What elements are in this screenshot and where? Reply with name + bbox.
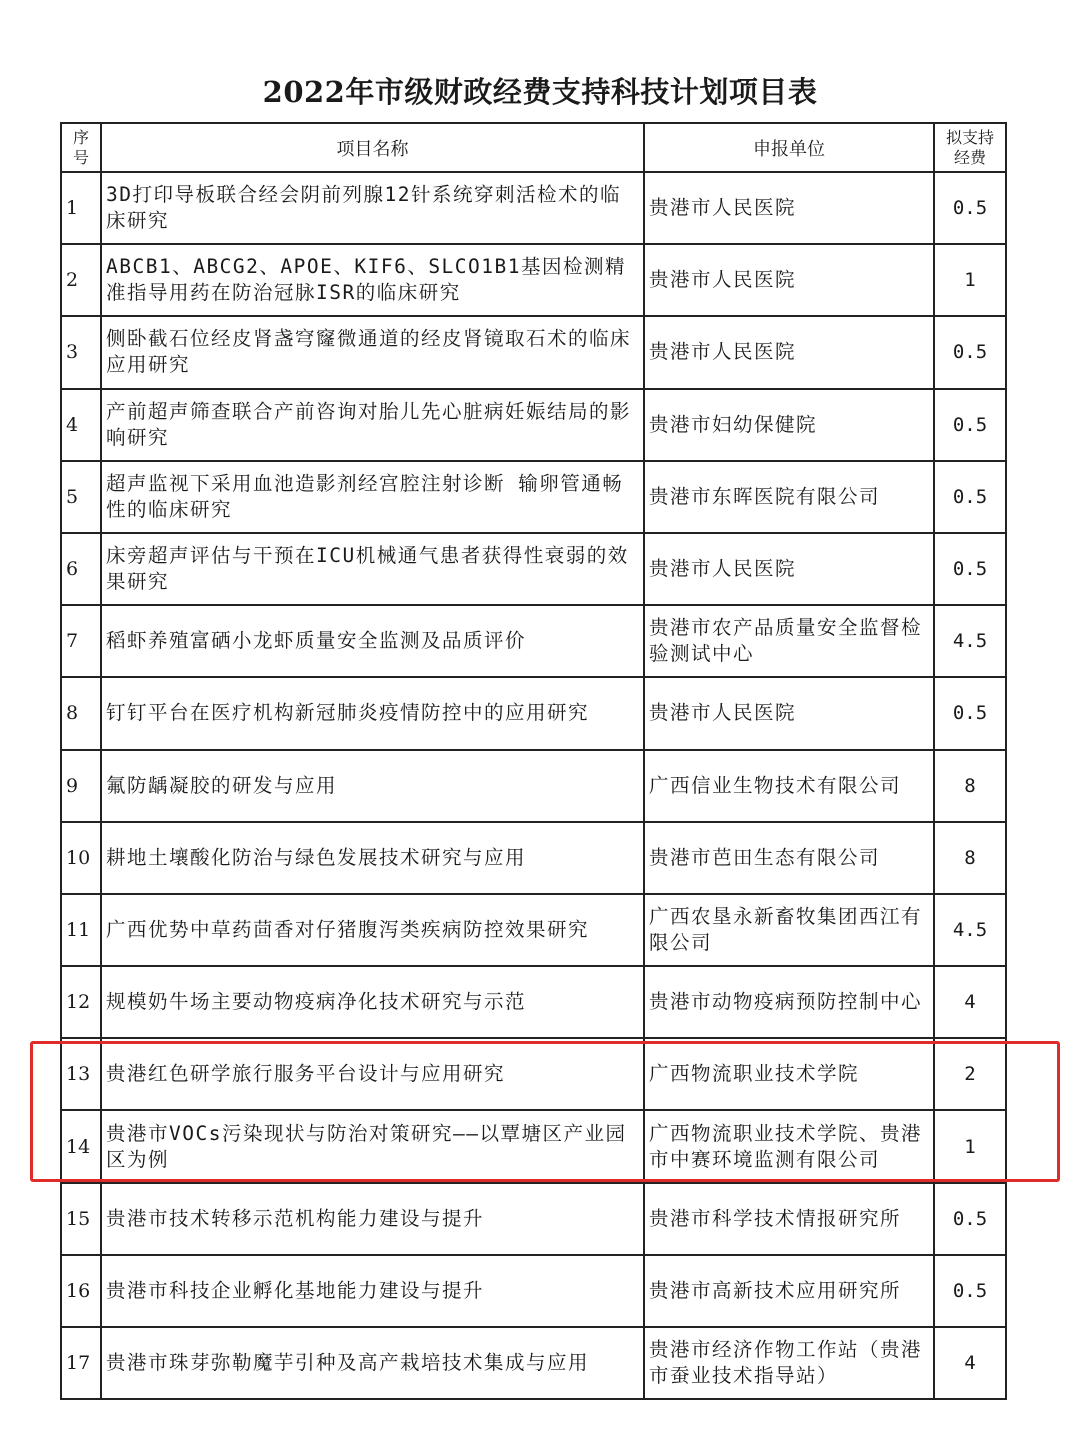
row-number: 11	[61, 894, 101, 966]
table-header-row	[61, 123, 1006, 172]
project-name: ABCB1、ABCG2、APOE、KIF6、SLCO1B1基因检测精准指导用药在防治冠脉ISR的临床研究	[101, 244, 644, 316]
row-number: 8	[61, 677, 101, 749]
row-number: 14	[61, 1110, 101, 1182]
header-project-name: 项目名称	[101, 123, 644, 172]
table-row	[61, 894, 1006, 966]
applicant-unit: 贵港市人民医院	[644, 244, 934, 316]
table-row	[61, 461, 1006, 533]
project-name: 贵港红色研学旅行服务平台设计与应用研究	[101, 1038, 644, 1110]
table-row	[61, 389, 1006, 461]
applicant-unit: 贵港市妇幼保健院	[644, 389, 934, 461]
applicant-unit: 贵港市人民医院	[644, 677, 934, 749]
project-name: 稻虾养殖富硒小龙虾质量安全监测及品质评价	[101, 605, 644, 677]
project-name: 耕地土壤酸化防治与绿色发展技术研究与应用	[101, 822, 644, 894]
row-number: 10	[61, 822, 101, 894]
project-name: 贵港市VOCs污染现状与防治对策研究——以覃塘区产业园区为例	[101, 1110, 644, 1182]
project-table	[60, 122, 1007, 1400]
funding-amount: 0.5	[934, 533, 1006, 605]
funding-amount: 0.5	[934, 172, 1006, 244]
row-number: 17	[61, 1327, 101, 1399]
table-row	[61, 605, 1006, 677]
project-name: 超声监视下采用血池造影剂经宫腔注射诊断 输卵管通畅性的临床研究	[101, 461, 644, 533]
applicant-unit: 广西农垦永新畜牧集团西江有限公司	[644, 894, 934, 966]
row-number: 9	[61, 750, 101, 822]
project-name: 侧卧截石位经皮肾盏穹窿微通道的经皮肾镜取石术的临床应用研究	[101, 316, 644, 388]
project-name: 产前超声筛查联合产前咨询对胎儿先心脏病妊娠结局的影响研究	[101, 389, 644, 461]
funding-amount: 0.5	[934, 461, 1006, 533]
applicant-unit: 贵港市科学技术情报研究所	[644, 1183, 934, 1255]
table-row	[61, 172, 1006, 244]
applicant-unit: 贵港市芭田生态有限公司	[644, 822, 934, 894]
row-number: 13	[61, 1038, 101, 1110]
table-row	[61, 316, 1006, 388]
table-row	[61, 966, 1006, 1038]
table-row	[61, 1110, 1006, 1182]
table-row	[61, 1327, 1006, 1399]
row-number: 5	[61, 461, 101, 533]
header-serial-number: 序号	[61, 123, 101, 172]
funding-amount: 1	[934, 1110, 1006, 1182]
table-row	[61, 1255, 1006, 1327]
project-name: 贵港市珠芽弥勒魔芋引种及高产栽培技术集成与应用	[101, 1327, 644, 1399]
row-number: 3	[61, 316, 101, 388]
project-name: 规模奶牛场主要动物疫病净化技术研究与示范	[101, 966, 644, 1038]
funding-amount: 8	[934, 822, 1006, 894]
row-number: 7	[61, 605, 101, 677]
funding-amount: 4	[934, 966, 1006, 1038]
row-number: 2	[61, 244, 101, 316]
funding-amount: 0.5	[934, 1255, 1006, 1327]
table-row	[61, 533, 1006, 605]
applicant-unit: 贵港市东晖医院有限公司	[644, 461, 934, 533]
table-row	[61, 822, 1006, 894]
header-applicant-unit: 申报单位	[644, 123, 934, 172]
project-name: 贵港市技术转移示范机构能力建设与提升	[101, 1183, 644, 1255]
table-row	[61, 750, 1006, 822]
row-number: 16	[61, 1255, 101, 1327]
row-number: 1	[61, 172, 101, 244]
applicant-unit: 贵港市农产品质量安全监督检验测试中心	[644, 605, 934, 677]
funding-amount: 0.5	[934, 1183, 1006, 1255]
applicant-unit: 广西信业生物技术有限公司	[644, 750, 934, 822]
row-number: 15	[61, 1183, 101, 1255]
project-name: 氟防龋凝胶的研发与应用	[101, 750, 644, 822]
funding-amount: 8	[934, 750, 1006, 822]
project-name: 床旁超声评估与干预在ICU机械通气患者获得性衰弱的效果研究	[101, 533, 644, 605]
applicant-unit: 贵港市动物疫病预防控制中心	[644, 966, 934, 1038]
funding-amount: 4	[934, 1327, 1006, 1399]
row-number: 12	[61, 966, 101, 1038]
project-name: 贵港市科技企业孵化基地能力建设与提升	[101, 1255, 644, 1327]
funding-amount: 0.5	[934, 316, 1006, 388]
applicant-unit: 贵港市高新技术应用研究所	[644, 1255, 934, 1327]
funding-amount: 2	[934, 1038, 1006, 1110]
applicant-unit: 贵港市人民医院	[644, 172, 934, 244]
applicant-unit: 贵港市人民医院	[644, 316, 934, 388]
applicant-unit: 贵港市经济作物工作站（贵港市蚕业技术指导站）	[644, 1327, 934, 1399]
funding-amount: 4.5	[934, 605, 1006, 677]
table-row	[61, 1183, 1006, 1255]
funding-amount: 0.5	[934, 389, 1006, 461]
row-number: 6	[61, 533, 101, 605]
applicant-unit: 广西物流职业技术学院、贵港市中赛环境监测有限公司	[644, 1110, 934, 1182]
applicant-unit: 广西物流职业技术学院	[644, 1038, 934, 1110]
funding-amount: 1	[934, 244, 1006, 316]
header-proposed-funding: 拟支持经费	[934, 123, 1006, 172]
table-row	[61, 244, 1006, 316]
funding-amount: 4.5	[934, 894, 1006, 966]
project-name: 广西优势中草药茴香对仔猪腹泻类疾病防控效果研究	[101, 894, 644, 966]
row-number: 4	[61, 389, 101, 461]
document-title: 2022年市级财政经费支持科技计划项目表	[262, 75, 818, 109]
table-row	[61, 677, 1006, 749]
funding-amount: 0.5	[934, 677, 1006, 749]
project-name: 3D打印导板联合经会阴前列腺12针系统穿刺活检术的临床研究	[101, 172, 644, 244]
project-name: 钉钉平台在医疗机构新冠肺炎疫情防控中的应用研究	[101, 677, 644, 749]
table-row	[61, 1038, 1006, 1110]
applicant-unit: 贵港市人民医院	[644, 533, 934, 605]
